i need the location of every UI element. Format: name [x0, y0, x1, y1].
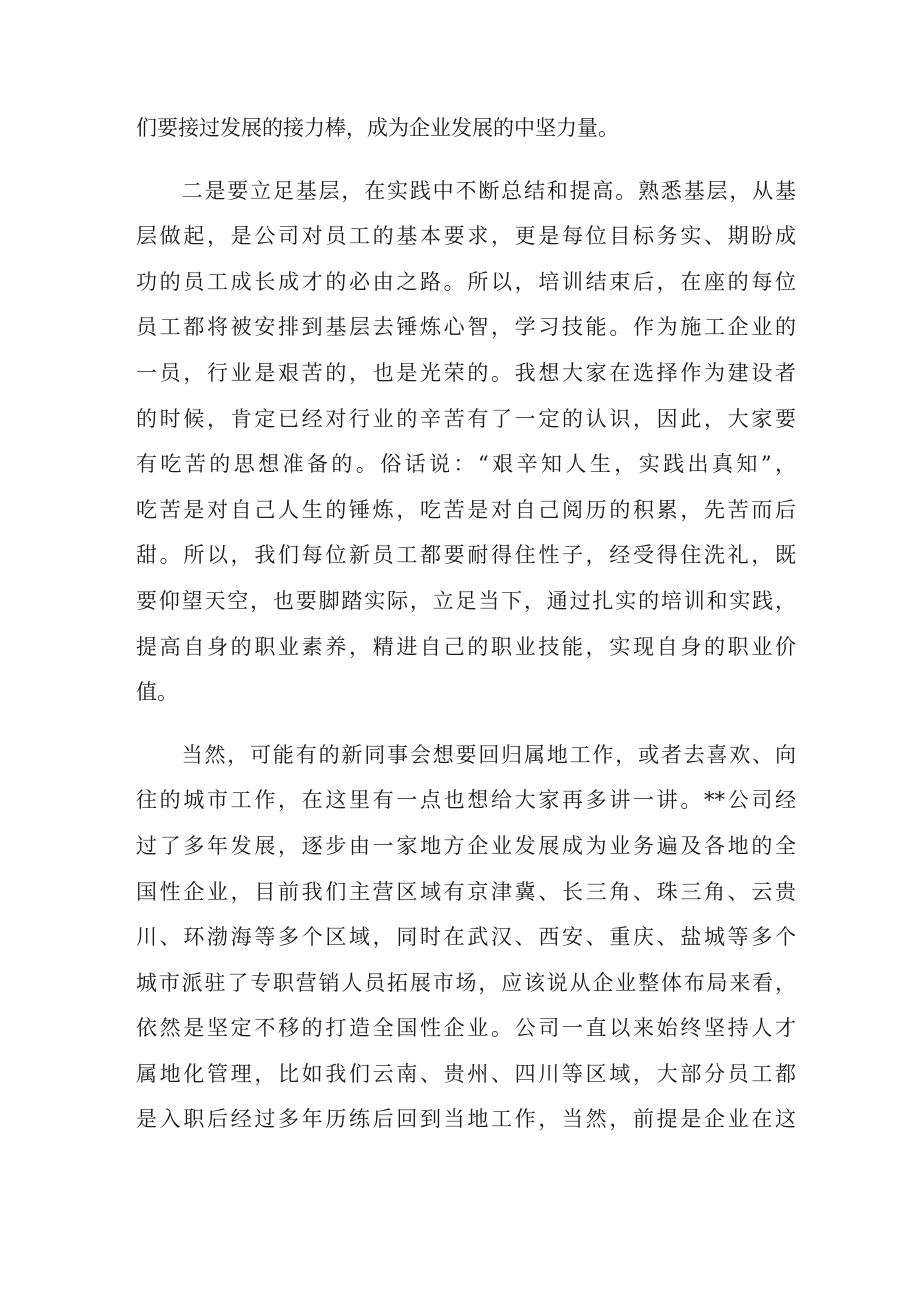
text-line: 吃苦是对自己人生的锤炼，吃苦是对自己阅历的积累，先苦而后 — [136, 497, 796, 522]
text-line: 城市派驻了专职营销人员拓展市场，应该说从企业整体布局来看， — [136, 970, 796, 995]
text-line: 是入职后经过多年历练后回到当地工作，当然，前提是企业在这 — [136, 1107, 796, 1132]
text-line: 甜。所以，我们每位新员工都要耐得住性子，经受得住洗礼，既 — [136, 543, 796, 568]
text-line: 们要接过发展的接力棒，成为企业发展的中坚力量。 — [136, 116, 619, 140]
paragraph-3 — [136, 733, 796, 1143]
paragraph-2 — [136, 169, 796, 716]
text-line: 提高自身的职业素养，精进自己的职业技能，实现自身的职业价 — [136, 634, 796, 659]
text-line: 川、环渤海等多个区域，同时在武汉、西安、重庆、盐城等多个 — [136, 925, 796, 950]
text-line: 功的员工成长成才的必由之路。所以，培训结束后，在座的每位 — [136, 269, 796, 294]
text-line: 值。 — [136, 680, 178, 705]
paragraph-1 — [136, 106, 796, 152]
text-line: 属地化管理，比如我们云南、贵州、四川等区域，大部分员工都 — [136, 1061, 796, 1086]
text-line: 一员，行业是艰苦的，也是光荣的。我想大家在选择作为建设者 — [136, 360, 796, 385]
text-line: 有吃苦的思想准备的。俗话说：“艰辛知人生，实践出真知”， — [136, 452, 796, 477]
text-line: 往的城市工作，在这里有一点也想给大家再多讲一讲。**公司经 — [136, 788, 796, 813]
text-line: 层做起，是公司对员工的基本要求，更是每位目标务实、期盼成 — [136, 224, 796, 249]
text-line: 要仰望天空，也要脚踏实际，立足当下，通过扎实的培训和实践， — [136, 588, 796, 613]
text-line: 当然，可能有的新同事会想要回归属地工作，或者去喜欢、向 — [136, 742, 796, 767]
text-line: 过了多年发展，逐步由一家地方企业发展成为业务遍及各地的全 — [136, 833, 796, 858]
text-line: 的时候，肯定已经对行业的辛苦有了一定的认识，因此，大家要 — [136, 406, 796, 431]
text-line: 员工都将被安排到基层去锤炼心智，学习技能。作为施工企业的 — [136, 315, 796, 340]
body-text — [136, 106, 796, 1160]
text-line: 国性企业，目前我们主营区域有京津冀、长三角、珠三角、云贵 — [136, 879, 796, 904]
text-line: 依然是坚定不移的打造全国性企业。公司一直以来始终坚持人才 — [136, 1016, 796, 1041]
text-line: 二是要立足基层，在实践中不断总结和提高。熟悉基层，从基 — [136, 178, 796, 203]
